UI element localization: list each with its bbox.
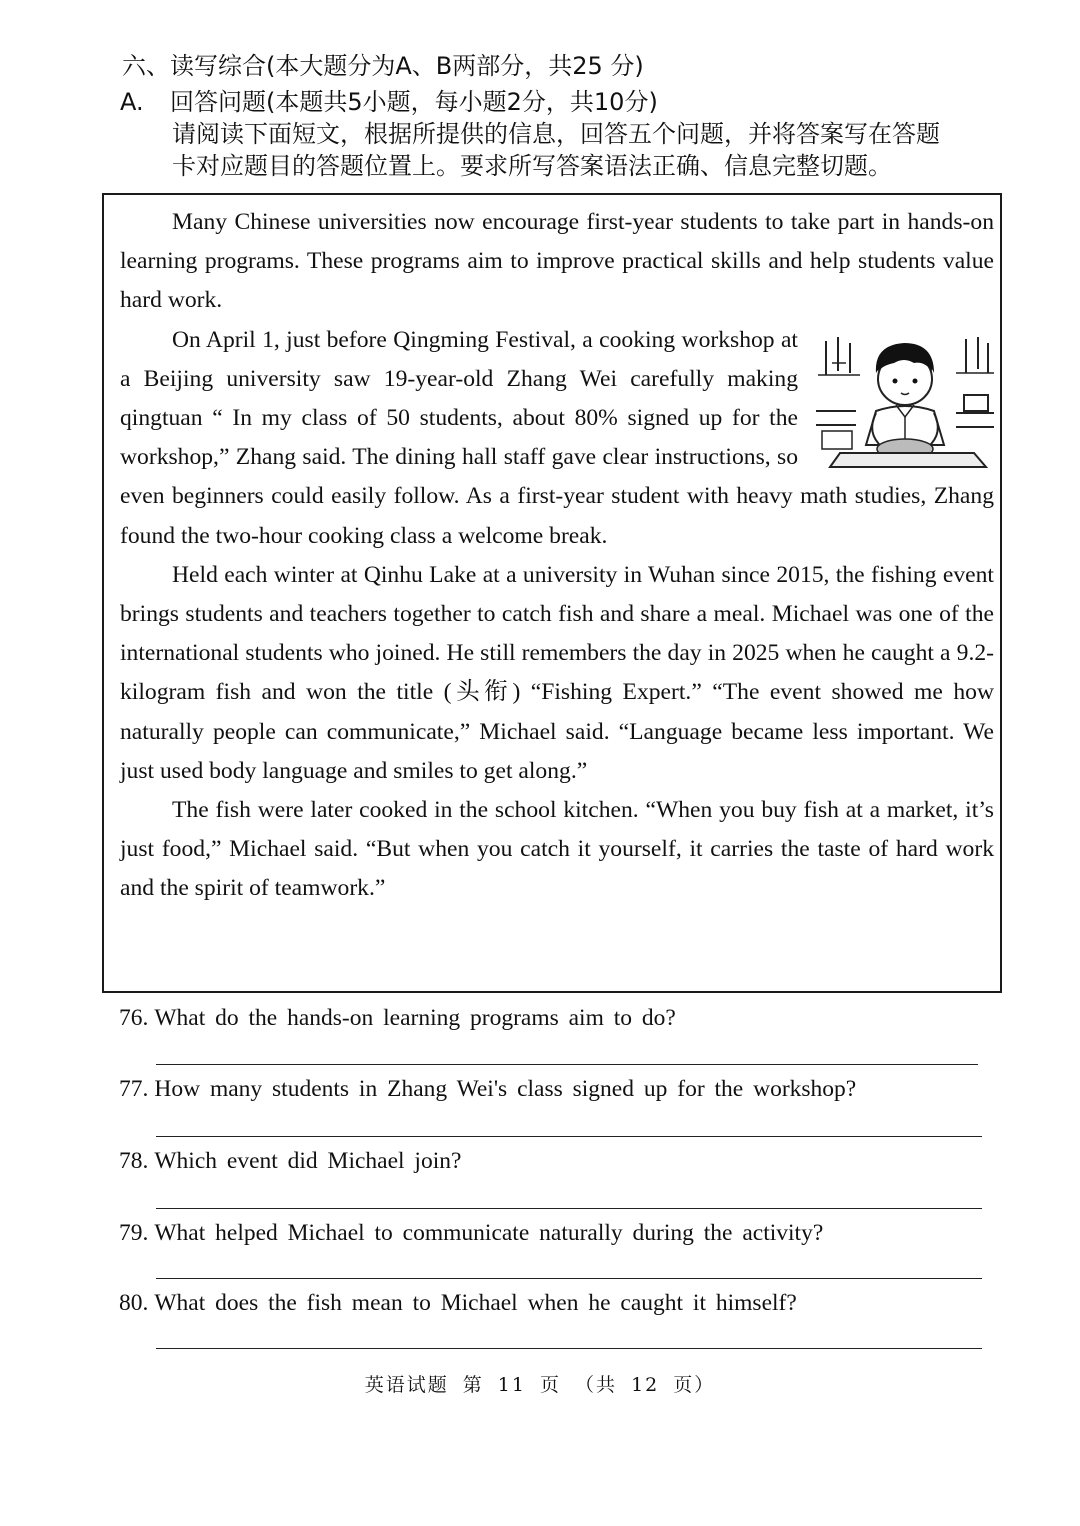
answer-line-80[interactable] xyxy=(156,1348,982,1349)
question-text: What do the hands-on learning programs aim to do? xyxy=(154,1005,676,1031)
question-78 xyxy=(119,1148,461,1175)
question-number: 80. xyxy=(119,1290,149,1316)
passage-text xyxy=(120,203,994,909)
answer-line-77[interactable] xyxy=(156,1136,982,1137)
part-a-label: A. xyxy=(120,88,144,116)
passage-paragraph-1: Many Chinese universities now encourage first-year students to take part in hands-on learning programs. These programs aim to improve practical skills and help students value hard work. xyxy=(120,209,994,314)
part-a-title: 回答问题(本题共5小题，每小题2分，共10分) xyxy=(170,88,658,116)
question-text: What helped Michael to communicate naturally during the activity? xyxy=(154,1220,824,1246)
instructions-line-1: 请阅读下面短文，根据所提供的信息，回答五个问题，并将答案写在答题 xyxy=(172,120,940,148)
answer-line-79[interactable] xyxy=(156,1278,982,1279)
question-text: Which event did Michael join? xyxy=(154,1148,462,1174)
question-number: 79. xyxy=(119,1220,149,1246)
answer-line-78[interactable] xyxy=(156,1208,982,1209)
question-text: What does the fish mean to Michael when he caught it himself? xyxy=(154,1290,797,1316)
reading-passage-box xyxy=(102,193,1002,993)
question-80 xyxy=(119,1290,797,1317)
passage-paragraph-3: Held each winter at Qinhu Lake at a university in Wuhan since 2015, the fishing event brings students and teachers together to catch fish and share a meal. Michael was one of the international students who joined. He still remembers the day in 2025 when he caught a 9.2-kilogram fish and won the title (头衔) “Fishing Expert.” “The event showed me how naturally people can communicate,” Michael said. “Language became less important. We just used body language and smiles to get along.” xyxy=(120,561,994,784)
answer-line-76[interactable] xyxy=(156,1064,978,1065)
instructions-line-2: 卡对应题目的答题位置上。要求所写答案语法正确、信息完整切题。 xyxy=(172,152,892,180)
question-number: 77. xyxy=(119,1076,149,1102)
question-number: 76. xyxy=(119,1005,149,1031)
question-79 xyxy=(119,1220,823,1247)
page-footer: 英语试题 第 11 页 （共 12 页） xyxy=(364,1374,716,1396)
question-number: 78. xyxy=(119,1148,149,1174)
question-76 xyxy=(119,1005,676,1032)
question-text: How many students in Zhang Wei's class signed up for the workshop? xyxy=(154,1076,857,1102)
passage-paragraph-4: The fish were later cooked in the school kitchen. “When you buy fish at a market, it’s just food,” Michael said. “But when you catch it yourself, it carries the taste of hard work and the spirit of teamwork.” xyxy=(120,797,994,902)
question-77 xyxy=(119,1076,856,1103)
cooking-boy-illustration xyxy=(816,333,994,473)
section-title: 六、读写综合(本大题分为A、B两部分，共25 分) xyxy=(122,52,644,80)
passage-paragraph-2: On April 1, just before Qingming Festival, a cooking workshop at a Beijing university saw 19-year-old Zhang Wei carefully making qingtuan “ In my class of 50 students, about 80% signed up for the workshop,” Zhang said. The dining hall staff gave clear instructions, so even beginners could easily follow. As a first-year student with heavy math studies, Zhang found the two-hour cooking class a welcome break. xyxy=(120,326,994,549)
